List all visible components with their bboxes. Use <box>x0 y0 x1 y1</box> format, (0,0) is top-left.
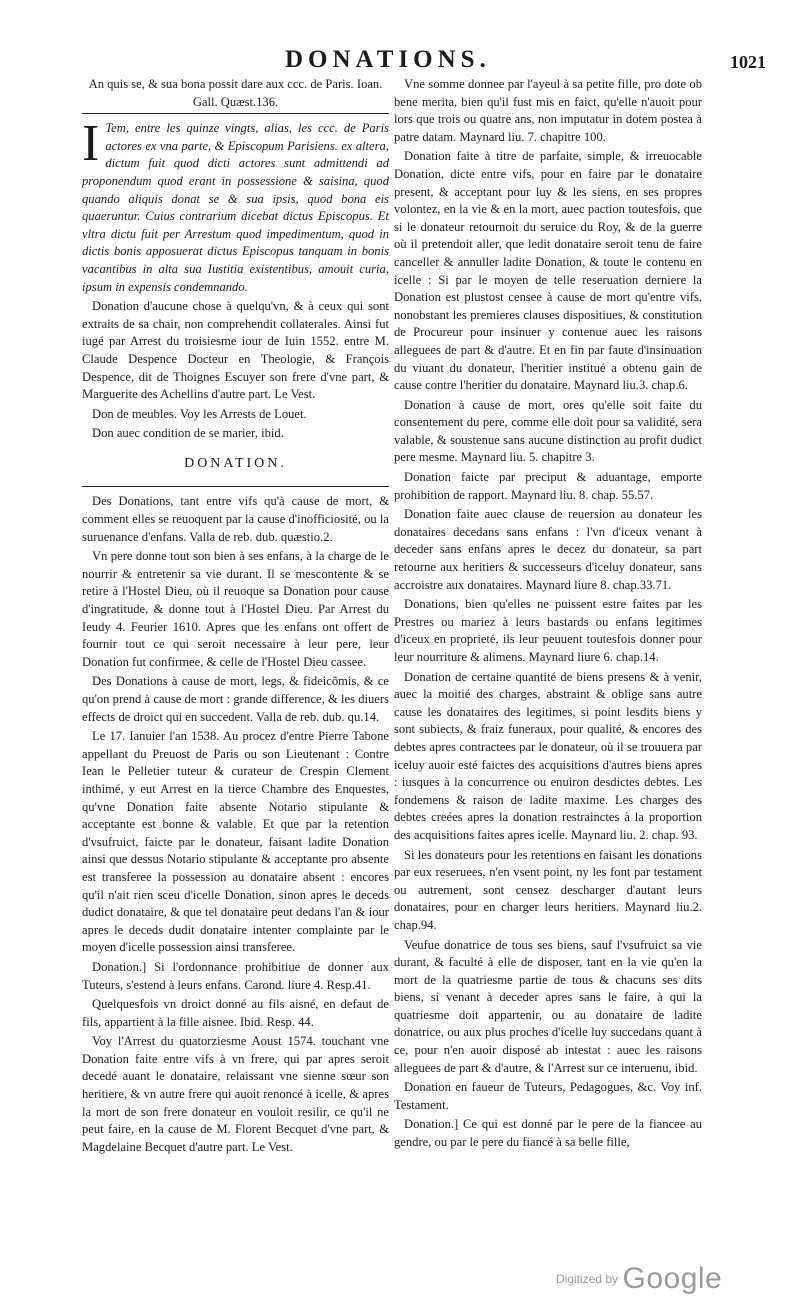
paragraph: Des Donations, tant entre vifs qu'à cause de mort, & comment elles se reuoquent par la cause d'inofficiosité, ou la suruenance d'enfans. Valla de reb. dub. quæstio.2. <box>82 494 389 544</box>
paragraph: Voy l'Arrest du quatorziesme Aoust 1574. touchant vne Donation faite entre vifs à vn frere, qui par apres seroit decedé auant le donataire, relaissant vne sienne sœur son heritiere, & vn autre frere qui auoit renoncé à icelle, & apres la mort de son frere donateur en vouloit resilir, ce qu'il ne peut faire, en la cause de M. Florent Becquet d'vne part, & Magdelaine Becquet d'autre part. Le Vest. <box>82 1034 389 1154</box>
page-number: 1021 <box>730 52 766 72</box>
paragraph: Vn pere donne tout son bien à ses enfans, à la charge de le nourrir & entretenir sa vie durant. Il se mescontente & se retire à l'Hostel Dieu, où il reuoque sa Donation pour cause d'ingratitude, & donne tout à l'Hostel Dieu. Par Arrest du Ieudy 4. Feurier 1610. Apres que les enfans ont offert de fournir tout ce qui seroit necessaire à leur pere, leur Donation fut confirmee, & celle de l'Hostel Dieu cassee. <box>82 549 389 669</box>
left-column <box>82 76 389 1158</box>
section-heading: DONATION. <box>184 455 287 471</box>
paragraph: Si les donateurs pour les retentions en faisant les donations par eux reseruees, n'en vsent point, ny les font par testament ou autrement, sont censez descharger d'autant leurs donataires, pour en charger leurs heritiers. Maynard liu.2. chap.94. <box>394 847 702 932</box>
paragraph: Quelquesfois vn droict donné au fils aisné, en defaut de fils, appartient à la fille aisnee. Ibid. Resp. 44. <box>82 997 389 1029</box>
paragraph: Donation.] Ce qui est donné par le pere de la fiancee au gendre, ou par le pere du fiancé à sa belle fille, <box>394 1117 702 1150</box>
paragraph: Veufue donatrice de tous ses biens, sauf l'vsufruict sa vie durant, & faculté à elle de disposer, tant en la vie qu'en la mort de la quatriesme partie de tous & chacuns ses dits biens, si venant à deceder apres sans le faire, à qui la quatriesme doit appartenir, ou au donataire de ladite donatrice, ou aux plus proches d'icelle luy succedans quant à ce, pour n'en auoir disposé ab intestat : auec les raisons alleguees de part & d'autre, & l'Arrest sur ce interuenu, ibid. <box>394 937 702 1075</box>
paragraph: Donation de certaine quantité de biens presens & à venir, auec la moitié des charges, abstraint & oblige sans autre cause les donataires des legitimes, si point lesdits biens y sont subiects, & fraiz funeraux, pour qualité, & encores des debtes apres contractees par le donateur, où il se trouuera par iceluy auoir esté faictes des acquisitions d'autres biens apres : iusques à la concurrence ou enuiron desdictes debtes. Les fondemens & raison de ladite maxime. Les charges des debtes creées apres la donation restrainctes à la proportion des acquisitions faites apres icelle. Maynard liu. 2. chap. 93. <box>394 669 702 842</box>
divider <box>82 113 389 114</box>
paragraph: Le 17. Ianuier l'an 1538. Au procez d'entre Pierre Tabone appellant du Preuost de Paris ou son Lieutenant : Contre Iean le Pelletier tuteur & curateur de Crespin Clement inthimé, y eut Arrest en la tierce Chambre des Enquestes, qu'vne Donation faite absente Notario stipulante & acceptante est bonne & valable. Et que par la retention d'vsufruict, faicte par le donateur, faisant ladite Donation ainsi que dessus Notario stipulante & acceptante pro absente est transferee la possession au donataire absent : encores qu'il n'ait rien sceu d'icelle Donation, sinon apres le deceds dudict donataire, & que tel donataire peut dedans l'an & iour apres le deceds dudit donataire intenter complainte par le moyen d'icelle possession ainsi transferee. <box>82 729 389 955</box>
paragraph: Don auec condition de se marier, ibid. <box>92 426 284 441</box>
paragraph: Don de meubles. Voy les Arrests de Louet. <box>92 406 307 421</box>
paragraph: Donation faicte par preciput & aduantage, emporte prohibition de rapport. Maynard liu. 8. chap. 55.57. <box>394 470 702 502</box>
paragraph: Des Donations à cause de mort, legs, & fideicõmis, & ce qu'on prend à cause de mort : grande difference, & les diuers effects de droict qui en succedent. Valla de reb. dub. qu.14. <box>82 674 389 724</box>
right-column <box>394 76 702 1154</box>
paragraph: An quis se, & sua bona possit dare aux ccc. de Paris. Ioan. Gall. Quæst.136. <box>88 77 383 109</box>
paragraph: Vne somme donnee par l'ayeul à sa petite fille, pro dote ob bene merita, bien qu'il fust mis en faict, qu'elle n'auoit pour lors que trois ou quatre ans, non imputatur in dotem postea à patre datam. Maynard liu. 7. chapitre 100. <box>394 77 702 144</box>
drop-cap: I <box>82 115 100 173</box>
paragraph: Donation à cause de mort, ores qu'elle soit faite du consentement du pere, comme elle doit pour sa validité, sera valable, & soustenue sans aucune distinction au profit dudict pere mesme. Maynard liu. 5. chapitre 3. <box>394 397 702 465</box>
paragraph: Donation faite auec clause de reuersion au donateur les donataires decedans sans enfans : l'vn d'iceux venant à deceder sans enfans apres le decez du donateur, sa part retourne aux heritiers & successeurs d'iceluy donateur, sans accroistre aux donataires. Maynard liure 8. chap.33.71. <box>394 507 702 592</box>
digitized-by-google-watermark <box>556 1262 722 1296</box>
paragraph: Donations, bien qu'elles ne puissent estre faites par les Prestres ou mariez à leurs bastards ou enfans legitimes d'iceux en proprieté, ils leur peuuent toutesfois donner pour leur nourriture & alimens. Maynard liure 6. chap.14. <box>394 597 702 664</box>
paragraph: Donation faite à titre de parfaite, simple, & irreuocable Donation, dicte entre vifs, pour en faire par le donataire present, & acceptant pour luy & les siens, en ses propres volontez, en la vie & en la mort, auec paction toutesfois, que si le donateur retournoit du seruice du Roy, & de la guerre où il pretendoit aller, que ledit donataire seroit tenu de faire canceller & annuller ladite Donation, & toute le contenu en icelle : Si par le moyen de telle reseruation derniere la Donation est plustost censee à cause de mort qu'entre vifs, nonobstant les premieres clauses dispositiues, & constitution de Procureur pour insinuer y contenue auec les raisons alleguees de part & d'autre. Et en fin par faute d'insinuation du viuant du donateur, l'heritier institué a obtenu gain de cause contre l'heritier du donataire. Maynard liu.3. chap.6. <box>394 149 702 393</box>
paragraph: Donation d'aucune chose à quelqu'vn, & à ceux qui sont extraits de sa chair, non comprehendit collaterales. Ainsi fut iugé par Arrest du troisiesme iour de Iuin 1552. entre M. Claude Despence Docteur en Theologie, & François Despence, dit de Thoignes Escuyer son frere d'vne part, & Marguerite des Achellins d'autre part. Le Vest. <box>82 299 389 402</box>
paragraph-with-initial <box>82 115 389 296</box>
running-head-title: DONATIONS. <box>285 46 491 73</box>
paragraph: Donation en faueur de Tuteurs, Pedagogues, &c. Voy inf. Testament. <box>394 1080 702 1112</box>
paragraph: Donation.] Si l'ordonnance prohibitiue de donner aux Tuteurs, s'estend à leurs enfans. Carond. liure 4. Resp.41. <box>82 959 389 992</box>
divider <box>82 486 389 487</box>
watermark-prefix: Digitized by <box>556 1272 619 1286</box>
paragraph-text: Tem, entre les quinze vingts, alias, les ccc. de Paris actores ex vna parte, & Episcopum Parisiens. ex altera, dictum fuit quod dicti actores sunt admittendi ad proponendum quod erant in possessione & saisina, quod quando aliquis donat se & sua ipsis, quod bona eis quaeruntur. Cuius contrarium dicebat dictus Episcopus. Et vltra dictu fuit per Arrestum quod impedimentum, quod in dictis bonis apposuerat dictus Episcopus tanquam in bonis vacantibus in alta sua Iustitia existentibus, amouit curia, ipsum in expensis condemnando. <box>82 121 389 294</box>
google-logo: Google <box>622 1262 723 1295</box>
